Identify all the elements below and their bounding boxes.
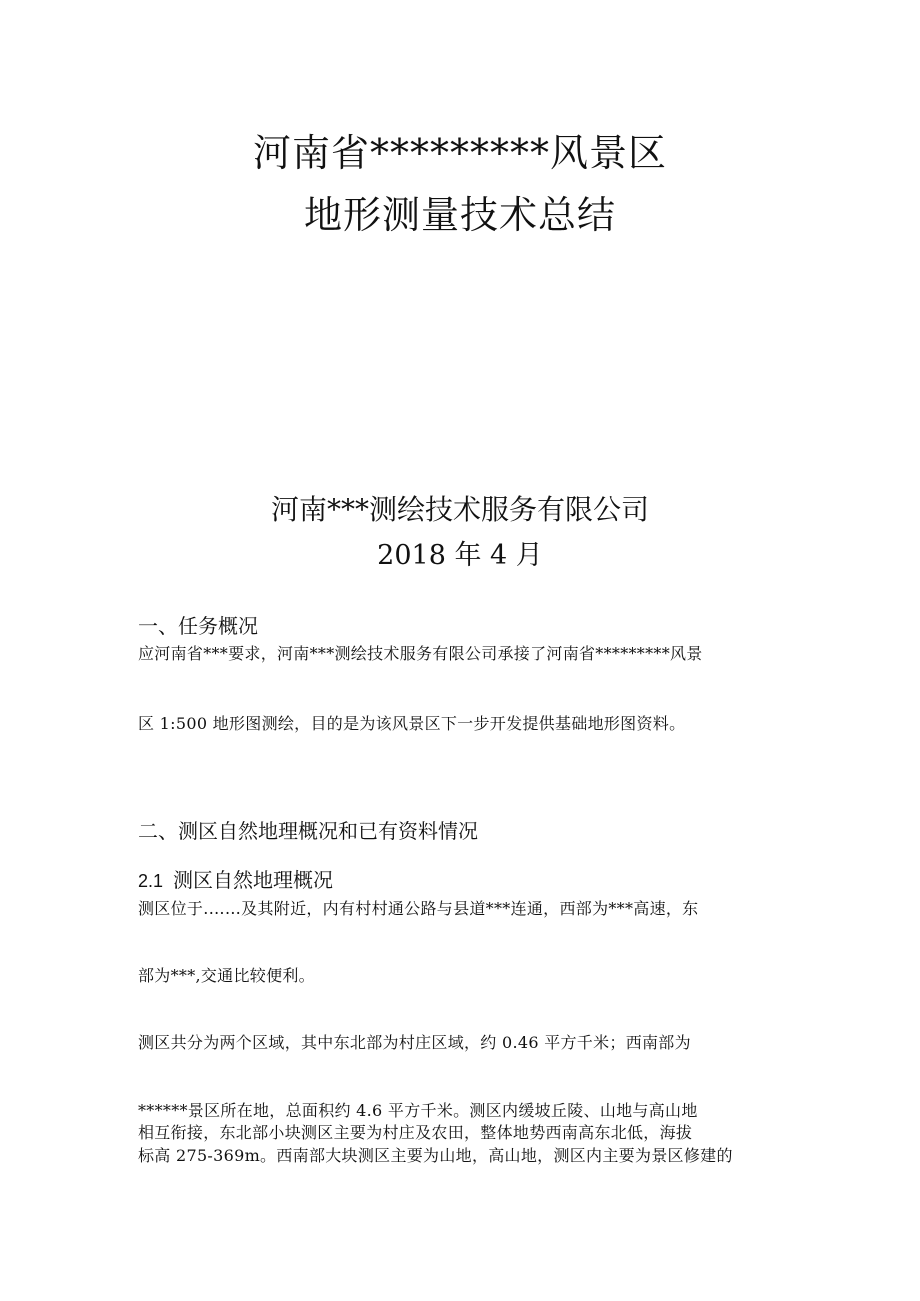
doc-title-line1: 河南省*********风景区 bbox=[252, 131, 667, 175]
section2-p1-line1: 测区位于.……及其附近，内有村村通公路与县道***连通，西部为***高速，东 bbox=[138, 899, 699, 918]
subsection-title: 测区自然地理概况 bbox=[173, 868, 334, 892]
section2-p2-line4: 标高 275-369m。西南部大块测区主要为山地，高山地，测区内主要为景区修建的 bbox=[138, 1146, 733, 1165]
doc-date: 2018 年 4 月 bbox=[377, 540, 543, 571]
section1-para-line1: 应河南省***要求，河南***测绘技术服务有限公司承接了河南省*********风景 bbox=[138, 644, 703, 663]
subsection-number: 2.1 bbox=[138, 871, 164, 891]
section1-para-line2: 区 1:500 地形图测绘，目的是为该风景区下一步开发提供基础地形图资料。 bbox=[138, 714, 686, 733]
company-name: 河南***测绘技术服务有限公司 bbox=[270, 493, 649, 526]
section-heading-2: 二、测区自然地理概况和已有资料情况 bbox=[138, 819, 478, 843]
section2-p1-line2: 部为***,交通比较便利。 bbox=[138, 966, 315, 985]
subsection-heading-2-1 bbox=[138, 864, 333, 893]
section2-p2-line1: 测区共分为两个区域，其中东北部为村庄区域，约 0.46 平方千米；西南部为 bbox=[138, 1033, 691, 1052]
section-heading-1: 一、任务概况 bbox=[138, 614, 258, 638]
section2-p2-line3: 相互衔接，东北部小块测区主要为村庄及农田，整体地势西南高东北低，海拔 bbox=[138, 1123, 693, 1142]
section2-p2-line2: ******景区所在地，总面积约 4.6 平方千米。测区内缓坡丘陵、山地与高山地 bbox=[138, 1101, 698, 1120]
doc-title-line2: 地形测量技术总结 bbox=[303, 193, 616, 237]
